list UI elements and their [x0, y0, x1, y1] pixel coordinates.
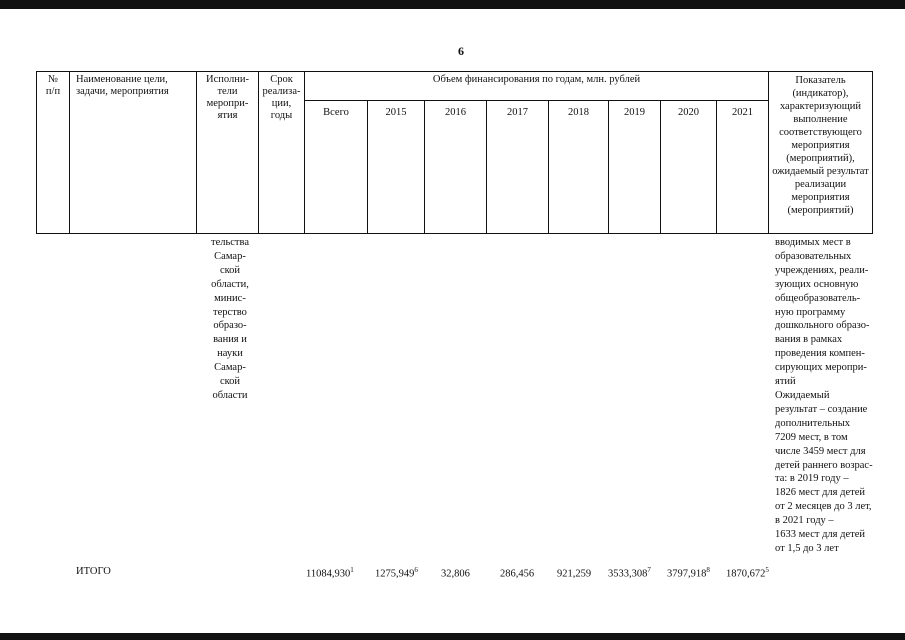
total-value: 1870,672 — [726, 568, 766, 580]
totals-2019 — [608, 566, 651, 580]
header-year: 2020 — [678, 107, 699, 118]
col-rule — [367, 100, 368, 234]
footnote-mark: 7 — [647, 566, 651, 574]
header-year: 2016 — [445, 107, 466, 118]
col-rule — [608, 100, 609, 234]
col-rule — [716, 100, 717, 234]
header-top-rule — [36, 71, 873, 72]
totals-2015 — [375, 566, 418, 580]
top-scan-border — [0, 0, 905, 9]
header-year: 2017 — [507, 107, 528, 118]
header-term: Срок реализа- ции, годы — [262, 74, 301, 121]
totals-label: ИТОГО — [76, 566, 111, 577]
table-header — [36, 71, 873, 234]
total-value: 3797,918 — [667, 568, 707, 580]
col-rule — [69, 71, 70, 234]
col-rule — [424, 100, 425, 234]
funding-subheader-rule — [304, 100, 769, 101]
col-rule — [486, 100, 487, 234]
totals-2017 — [500, 566, 534, 580]
header-year: 2021 — [732, 107, 753, 118]
total-value: 921,259 — [557, 568, 592, 580]
totals-2016 — [441, 566, 470, 580]
col-rule — [548, 100, 549, 234]
header-name: Наименование цели, задачи, мероприятия — [76, 74, 169, 97]
header-num: № п/п — [45, 74, 61, 97]
header-year: 2019 — [624, 107, 645, 118]
executors-text: тельства Самар- ской области, минис- терство образо- вания и науки Самар- ской области — [210, 237, 249, 401]
footnote-mark: 1 — [350, 566, 354, 574]
header-indicator: Показатель (индикатор), характеризующий выполнение соответствующего мероприятия (мероприятий), ожидаемый результат реализации мероприятия (мероприятий) — [772, 75, 869, 216]
total-value: 3533,308 — [608, 568, 648, 580]
bottom-scan-border — [0, 633, 905, 640]
col-rule — [660, 100, 661, 234]
total-value: 286,456 — [500, 568, 535, 580]
footnote-mark: 5 — [765, 566, 769, 574]
header-funding: Объем финансирования по годам, млн. рублей — [432, 74, 641, 85]
footnote-mark: 6 — [414, 566, 418, 574]
header-bottom-rule — [36, 233, 873, 234]
page-number: 6 — [458, 44, 464, 58]
header-year: 2018 — [568, 107, 589, 118]
totals-all — [306, 566, 354, 580]
totals-2018 — [557, 566, 591, 580]
header-year: 2015 — [385, 107, 407, 118]
header-total: Всего — [323, 107, 349, 118]
footnote-mark: 8 — [706, 566, 710, 574]
total-value: 32,806 — [441, 568, 470, 580]
col-rule — [872, 71, 873, 234]
col-rule — [304, 71, 305, 234]
indicator-text: вводимых мест в образовательных учреждениях, реали- зующих основную общеобразователь- ную программу дошкольного образо- вания в рамках проведения компен- сирующих меропри- ятий Ожидаемый результат – создание дополнительных 7209 мест, в том числе 3459 мест для детей раннего возрас- та: в 2019 году – 1826 мест для детей от 2 месяцев до 3 лет, в 2021 году – 1633 мест для детей от 1,5 до 3 лет — [775, 237, 873, 554]
header-executors: Исполни- тели меропри- ятия — [206, 74, 249, 121]
total-value: 11084,930 — [306, 568, 351, 580]
totals-2020 — [667, 566, 710, 580]
total-value: 1275,949 — [375, 568, 415, 580]
totals-2021 — [726, 566, 769, 580]
